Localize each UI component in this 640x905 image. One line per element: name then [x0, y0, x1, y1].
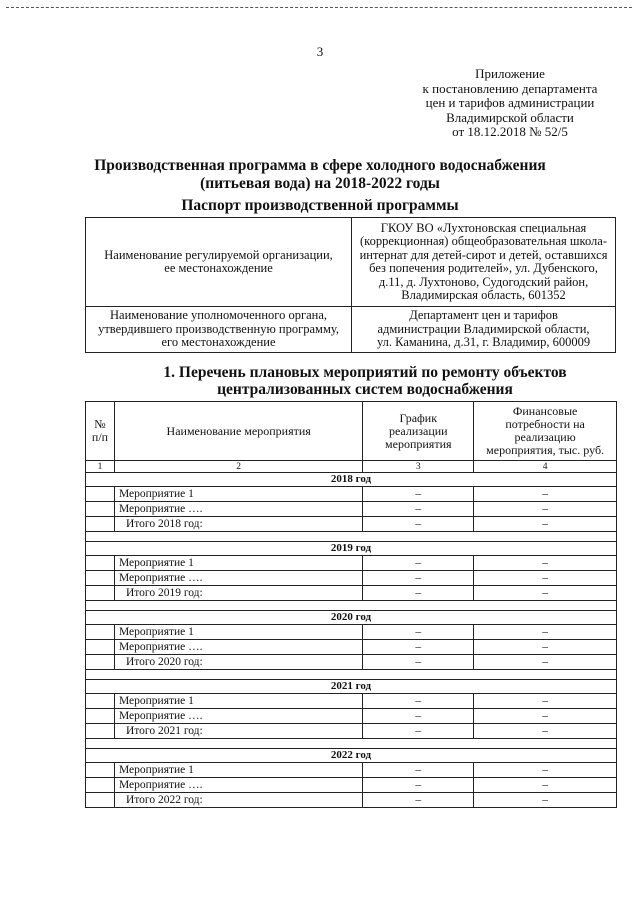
total-cell: Итого 2022 год: [114, 793, 362, 808]
passport-title: Паспорт производственной программы [181, 197, 459, 214]
table-row [86, 517, 617, 532]
spacer-row [86, 670, 617, 680]
table-row [86, 778, 617, 793]
year-label: 2019 год [86, 542, 617, 556]
activity-cell: Мероприятие …. [114, 502, 362, 517]
finance-cell: – [474, 694, 617, 709]
plan-table [85, 401, 617, 808]
table-row [86, 571, 617, 586]
activity-cell: Мероприятие 1 [114, 763, 362, 778]
spacer-row [86, 532, 617, 542]
schedule-cell: – [363, 763, 474, 778]
schedule-cell: – [363, 778, 474, 793]
schedule-cell: – [363, 625, 474, 640]
activity-cell: Мероприятие 1 [114, 625, 362, 640]
spacer-cell [86, 601, 617, 611]
spacer-cell [86, 532, 617, 542]
activity-cell: Мероприятие 1 [114, 556, 362, 571]
passport-value-cell [352, 307, 616, 353]
table-row [86, 655, 617, 670]
finance-cell: – [474, 625, 617, 640]
year-row [86, 680, 617, 694]
total-cell: Итого 2019 год: [114, 586, 362, 601]
row-number-cell [86, 556, 115, 571]
schedule-cell: – [363, 640, 474, 655]
year-row [86, 611, 617, 625]
schedule-cell: – [363, 709, 474, 724]
row-number-cell [86, 763, 115, 778]
activity-cell: Мероприятие 1 [114, 694, 362, 709]
spacer-row [86, 601, 617, 611]
total-cell: Итого 2018 год: [114, 517, 362, 532]
finance-cell: – [474, 502, 617, 517]
finance-cell: – [474, 778, 617, 793]
page-number: 3 [316, 44, 324, 59]
appendix-line: к постановлению департамента [422, 80, 598, 96]
section-title-line: централизованных систем водоснабжения [217, 381, 513, 398]
table-row [86, 793, 617, 808]
appendix-block [412, 67, 608, 140]
year-row [86, 473, 617, 487]
finance-cell: – [474, 571, 617, 586]
row-number-cell [86, 655, 115, 670]
finance-cell: – [474, 763, 617, 778]
passport-value-cell [352, 218, 616, 307]
total-cell: Итого 2020 год: [114, 655, 362, 670]
header-finance [474, 402, 617, 461]
passport-label-line: Наименование уполномоченного органа, [110, 308, 328, 323]
total-cell: Итого 2021 год: [114, 724, 362, 739]
row-number-cell [86, 694, 115, 709]
passport-value-line: Департамент цен и тарифов [409, 308, 558, 323]
finance-cell: – [474, 586, 617, 601]
passport-row-authority [86, 307, 616, 353]
schedule-cell: – [363, 487, 474, 502]
table-row [86, 502, 617, 517]
table-row [86, 694, 617, 709]
header-num [86, 402, 115, 461]
activity-cell: Мероприятие …. [114, 709, 362, 724]
row-number-cell [86, 571, 115, 586]
top-dashed-rule [6, 7, 632, 8]
spacer-row [86, 739, 617, 749]
row-number-cell [86, 724, 115, 739]
schedule-cell: – [363, 793, 474, 808]
appendix-line: цен и тарифов администрации [425, 95, 595, 110]
header-schedule-line: мероприятия [385, 436, 452, 451]
schedule-cell: – [363, 517, 474, 532]
schedule-cell: – [363, 586, 474, 601]
header-finance-line: потребности на [505, 417, 585, 431]
header-schedule-line: График [399, 410, 438, 425]
finance-cell: – [474, 709, 617, 724]
plan-header-row [86, 402, 617, 461]
title-line: (питьевая вода) на 2018-2022 годы [200, 175, 440, 192]
finance-cell: – [474, 655, 617, 670]
schedule-cell: – [363, 556, 474, 571]
column-number: 3 [363, 461, 474, 473]
section-title-line: 1. Перечень плановых мероприятий по ремонту объектов [163, 364, 567, 381]
schedule-cell: – [363, 502, 474, 517]
row-number-cell [86, 709, 115, 724]
passport-value-line: ГКОУ ВО «Лухтоновская специальная [380, 220, 587, 235]
appendix-line: Приложение [475, 66, 545, 81]
row-number-cell [86, 586, 115, 601]
year-row [86, 749, 617, 763]
document-title [60, 157, 580, 193]
passport-value-line: Владимирская область, 601352 [401, 288, 566, 302]
year-label: 2022 год [86, 749, 617, 763]
finance-cell: – [474, 517, 617, 532]
appendix-line: от 18.12.2018 № 52/5 [452, 124, 568, 139]
spacer-cell [86, 670, 617, 680]
table-row [86, 640, 617, 655]
title-line: Производственная программа в сфере холодного водоснабжения [94, 157, 546, 174]
finance-cell: – [474, 556, 617, 571]
activity-cell: Мероприятие …. [114, 778, 362, 793]
finance-cell: – [474, 640, 617, 655]
header-num-line: № [94, 417, 106, 431]
year-label: 2021 год [86, 680, 617, 694]
passport-label-cell [86, 307, 352, 353]
passport-label-line: его местонахождение [161, 335, 276, 350]
passport-row-organization [86, 218, 616, 307]
header-schedule [363, 402, 474, 461]
passport-value-line: интернат для детей-сирот и детей, оставшихся [359, 247, 608, 262]
year-row [86, 542, 617, 556]
header-num-line: п/п [91, 430, 109, 444]
row-number-cell [86, 625, 115, 640]
spacer-cell [86, 739, 617, 749]
table-row [86, 487, 617, 502]
row-number-cell [86, 778, 115, 793]
table-row [86, 709, 617, 724]
passport-table [85, 217, 616, 353]
column-number: 1 [86, 461, 115, 473]
activity-cell: Мероприятие …. [114, 640, 362, 655]
table-row [86, 625, 617, 640]
table-row [86, 724, 617, 739]
passport-value-line: ул. Каманина, д.31, г. Владимир, 600009 [376, 335, 591, 350]
finance-cell: – [474, 793, 617, 808]
year-label: 2020 год [86, 611, 617, 625]
table-row [86, 556, 617, 571]
passport-value-line: без попечения родителей», ул. Дубенского, [369, 261, 598, 275]
schedule-cell: – [363, 571, 474, 586]
appendix-line: Владимирской области [446, 109, 574, 125]
header-schedule-line: реализации [388, 423, 448, 438]
row-number-cell [86, 793, 115, 808]
passport-value-line: д.11, д. Лухтоново, Судогодский район, [378, 274, 589, 289]
header-name: Наименование мероприятия [114, 402, 362, 461]
passport-label-line: утвердившего производственную программу, [98, 321, 339, 336]
row-number-cell [86, 517, 115, 532]
header-finance-line: мероприятия, тыс. руб. [486, 443, 605, 457]
row-number-cell [86, 640, 115, 655]
passport-label-line: Наименование регулируемой организации, [104, 247, 333, 262]
passport-label-cell [86, 218, 352, 307]
schedule-cell: – [363, 655, 474, 670]
finance-cell: – [474, 724, 617, 739]
column-number: 2 [114, 461, 362, 473]
activity-cell: Мероприятие …. [114, 571, 362, 586]
year-label: 2018 год [86, 473, 617, 487]
schedule-cell: – [363, 694, 474, 709]
column-number: 4 [474, 461, 617, 473]
passport-label-line: ее местонахождение [164, 261, 273, 275]
row-number-cell [86, 487, 115, 502]
passport-value-line: администрации Владимирской области, [377, 321, 590, 336]
column-number-row [86, 461, 617, 473]
schedule-cell: – [363, 724, 474, 739]
row-number-cell [86, 502, 115, 517]
header-finance-line: Финансовые [512, 404, 578, 418]
passport-value-line: (коррекционная) общеобразовательная школа- [360, 234, 608, 248]
activity-cell: Мероприятие 1 [114, 487, 362, 502]
header-finance-line: реализацию [514, 430, 576, 444]
table-row [86, 586, 617, 601]
table-row [86, 763, 617, 778]
finance-cell: – [474, 487, 617, 502]
section-title [150, 364, 580, 398]
